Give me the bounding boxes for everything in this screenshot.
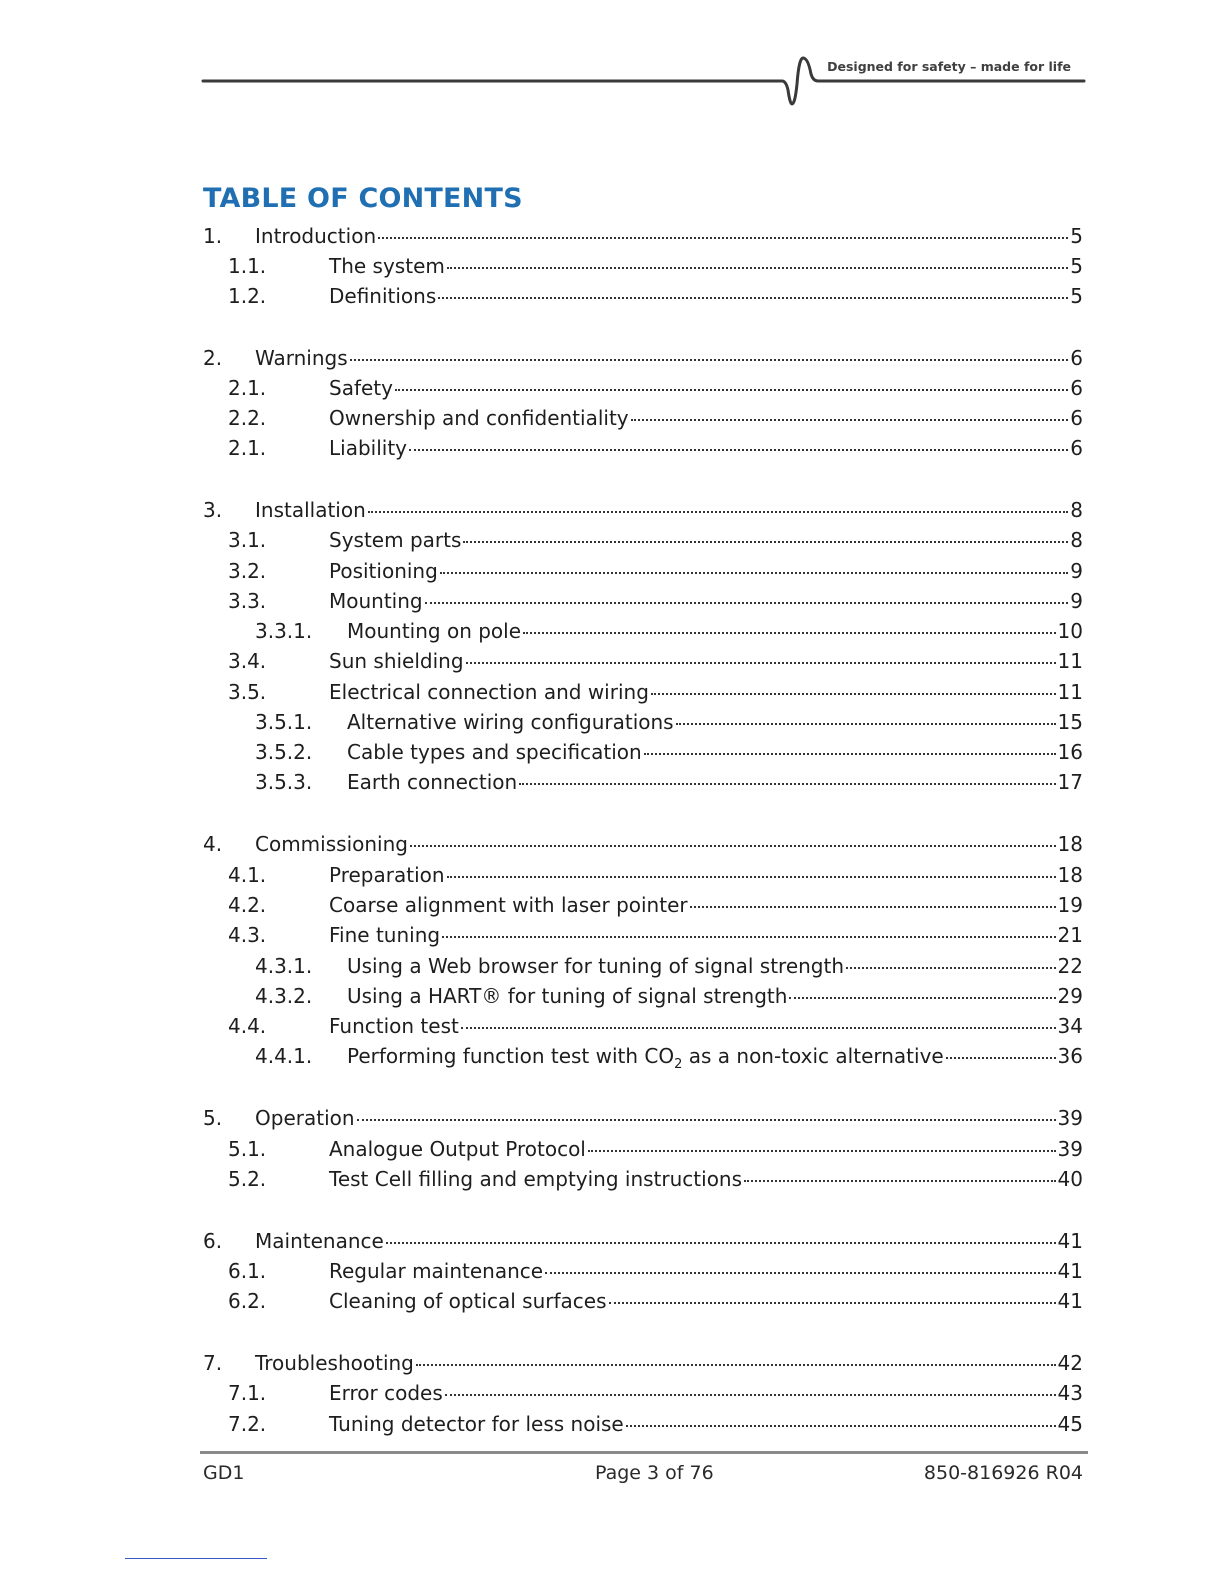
header-pulse-line (0, 0, 1224, 120)
toc-entry-cable-types[interactable] (255, 737, 1083, 767)
dot-leader (846, 967, 1056, 969)
toc-entry-troubleshooting[interactable] (203, 1348, 1083, 1378)
toc-entry-page: 5 (1070, 284, 1083, 308)
toc-entry-label: Cleaning of optical surfaces (329, 1289, 607, 1313)
footer-divider (200, 1451, 1088, 1454)
toc-entry-page: 8 (1070, 528, 1083, 552)
toc-entry-number: 1.2. (228, 284, 267, 308)
dot-leader (676, 723, 1056, 725)
toc-entry-label: Using a HART® for tuning of signal strength (347, 984, 788, 1008)
toc-entry-label (347, 1041, 944, 1080)
dot-leader (357, 1119, 1056, 1121)
toc-entry-fine-tuning[interactable] (228, 920, 1083, 950)
toc-entry-cleaning-optical[interactable] (228, 1286, 1083, 1316)
toc-entry-label: Definitions (329, 284, 437, 308)
toc-entry-page: 9 (1070, 589, 1083, 613)
toc-entry-page: 39 (1057, 1137, 1083, 1161)
toc-entry-liability[interactable] (228, 433, 1083, 463)
toc-entry-error-codes[interactable] (228, 1378, 1083, 1408)
toc-entry-ownership[interactable] (228, 403, 1083, 433)
toc-entry-number: 7.1. (228, 1381, 267, 1405)
dot-leader (651, 693, 1056, 695)
toc-entry-label: Mounting (329, 589, 423, 613)
footer-page-number: Page 3 of 76 (595, 1462, 714, 1484)
toc-entry-page: 15 (1057, 710, 1083, 734)
footer-document-name: GD1 (203, 1462, 245, 1484)
toc-entry-sun-shielding[interactable] (228, 646, 1083, 676)
toc-entry-electrical-connection[interactable] (228, 677, 1083, 707)
toc-entry-number: 4. (203, 832, 223, 856)
toc-entry-label: Test Cell filling and emptying instructions (329, 1167, 743, 1191)
toc-entry-coarse-alignment[interactable] (228, 890, 1083, 920)
toc-entry-page: 34 (1057, 1014, 1083, 1038)
toc-entry-introduction[interactable] (203, 221, 1083, 251)
toc-entry-number: 1.1. (228, 254, 267, 278)
toc-entry-label: Using a Web browser for tuning of signal strength (347, 954, 845, 978)
toc-entry-number: 5.2. (228, 1167, 267, 1191)
toc-entry-number: 5.1. (228, 1137, 267, 1161)
toc-entry-label: Preparation (329, 863, 445, 887)
toc-entry-label: Function test (329, 1014, 459, 1038)
toc-entry-page: 10 (1057, 619, 1083, 643)
footnote-rule (125, 1558, 267, 1559)
dot-leader (626, 1425, 1056, 1427)
toc-entry-label: Analogue Output Protocol (329, 1137, 586, 1161)
toc-entry-number: 7. (203, 1351, 223, 1375)
toc-entry-label: Regular maintenance (329, 1259, 544, 1283)
toc-entry-label: Cable types and specification (347, 740, 642, 764)
toc-entry-page: 11 (1057, 649, 1083, 673)
toc-entry-page: 16 (1057, 740, 1083, 764)
toc-entry-label: Electrical connection and wiring (329, 680, 649, 704)
toc-entry-label: System parts (329, 528, 462, 552)
dot-leader (545, 1272, 1055, 1274)
toc-entry-number: 2.2. (228, 406, 267, 430)
toc-entry-page: 19 (1057, 893, 1083, 917)
toc-entry-page: 22 (1057, 954, 1083, 978)
toc-entry-number: 7.2. (228, 1412, 267, 1436)
toc-entry-number: 3.1. (228, 528, 267, 552)
toc-entry-earth-connection[interactable] (255, 767, 1083, 797)
toc-entry-function-test[interactable] (228, 1011, 1083, 1041)
page-title: TABLE OF CONTENTS (203, 183, 523, 214)
dot-leader (466, 662, 1056, 664)
toc-entry-page: 8 (1070, 498, 1083, 522)
toc-entry-analogue-output[interactable] (228, 1134, 1083, 1164)
toc-entry-installation[interactable] (203, 495, 1083, 525)
dot-leader (442, 936, 1055, 938)
toc-entry-page: 39 (1057, 1106, 1083, 1130)
toc-entry-number: 3.3.1. (255, 619, 313, 643)
dot-leader (425, 602, 1069, 604)
toc-entry-number: 3. (203, 498, 223, 522)
label-part: as a non-toxic alternative (682, 1044, 944, 1068)
toc-entry-label: Maintenance (255, 1229, 384, 1253)
toc-entry-number: 2. (203, 346, 223, 370)
toc-entry-label: Tuning detector for less noise (329, 1412, 624, 1436)
toc-entry-commissioning[interactable] (203, 829, 1083, 859)
dot-leader (447, 267, 1068, 269)
toc-entry-label: Installation (255, 498, 366, 522)
subscript: 2 (674, 1057, 683, 1072)
toc-entry-label: Liability (329, 436, 407, 460)
toc-entry-number: 4.4. (228, 1014, 267, 1038)
toc-entry-number: 4.3.2. (255, 984, 313, 1008)
toc-entry-label: Positioning (329, 559, 438, 583)
toc-entry-label: The system (329, 254, 445, 278)
toc-entry-number: 4.3. (228, 923, 267, 947)
toc-entry-mounting[interactable] (228, 586, 1083, 616)
toc-entry-system-parts[interactable] (228, 525, 1083, 555)
toc-entry-number: 3.2. (228, 559, 267, 583)
toc-entry-label: Ownership and confidentiality (329, 406, 629, 430)
toc-entry-number: 2.1. (228, 436, 267, 460)
toc-entry-page: 11 (1057, 680, 1083, 704)
dot-leader (789, 997, 1055, 999)
toc-entry-mounting-on-pole[interactable] (255, 616, 1083, 646)
toc-entry-regular-maintenance[interactable] (228, 1256, 1083, 1286)
toc-entry-page: 45 (1057, 1412, 1083, 1436)
toc-entry-page: 29 (1057, 984, 1083, 1008)
toc-entry-page: 6 (1070, 436, 1083, 460)
toc-entry-label: Fine tuning (329, 923, 441, 947)
toc-entry-page: 9 (1070, 559, 1083, 583)
toc-entry-page: 40 (1057, 1167, 1083, 1191)
toc-entry-number: 4.1. (228, 863, 267, 887)
toc-entry-function-test-co2[interactable] (255, 1041, 1083, 1071)
toc-entry-label: Coarse alignment with laser pointer (329, 893, 688, 917)
dot-leader (644, 753, 1056, 755)
toc-entry-page: 5 (1070, 224, 1083, 248)
toc-entry-number: 5. (203, 1106, 223, 1130)
toc-entry-number: 2.1. (228, 376, 267, 400)
dot-leader (445, 1394, 1056, 1396)
dot-leader (386, 1242, 1056, 1244)
toc-entry-maintenance[interactable] (203, 1226, 1083, 1256)
toc-entry-page: 5 (1070, 254, 1083, 278)
dot-leader (409, 449, 1068, 451)
dot-leader (447, 876, 1056, 878)
toc-entry-warnings[interactable] (203, 343, 1083, 373)
dot-leader (461, 1027, 1056, 1029)
toc-entry-page: 18 (1057, 863, 1083, 887)
toc-entry-positioning[interactable] (228, 556, 1083, 586)
toc-entry-page: 41 (1057, 1259, 1083, 1283)
toc-entry-number: 3.5.3. (255, 770, 313, 794)
toc-entry-page: 41 (1057, 1229, 1083, 1253)
toc-entry-preparation[interactable] (228, 860, 1083, 890)
dot-leader (368, 511, 1068, 513)
toc-entry-label: Alternative wiring configurations (347, 710, 674, 734)
dot-leader (609, 1302, 1056, 1304)
label-part: Performing function test with CO (347, 1044, 675, 1068)
footer-document-code: 850-816926 R04 (923, 1462, 1083, 1484)
toc-entry-page: 18 (1057, 832, 1083, 856)
dot-leader (410, 845, 1056, 847)
toc-entry-number: 3.5.1. (255, 710, 313, 734)
toc-entry-label: Operation (255, 1106, 355, 1130)
toc-entry-page: 6 (1070, 406, 1083, 430)
toc-entry-operation[interactable] (203, 1103, 1083, 1133)
toc-entry-label: Commissioning (255, 832, 408, 856)
dot-leader (463, 541, 1068, 543)
toc-entry-label: Troubleshooting (255, 1351, 414, 1375)
toc-entry-alternative-wiring[interactable] (255, 707, 1083, 737)
toc-entry-number: 6.1. (228, 1259, 267, 1283)
toc-entry-page: 17 (1057, 770, 1083, 794)
dot-leader (440, 572, 1068, 574)
dot-leader (631, 419, 1069, 421)
toc-entry-label: Introduction (255, 224, 377, 248)
dot-leader (690, 906, 1056, 908)
header-tagline: Designed for safety – made for life (827, 59, 1071, 74)
toc-entry-hart-tuning[interactable] (255, 981, 1083, 1011)
toc-entry-number: 4.3.1. (255, 954, 313, 978)
toc-entry-number: 6. (203, 1229, 223, 1253)
toc-entry-number: 4.4.1. (255, 1044, 313, 1068)
toc-entry-page: 36 (1057, 1044, 1083, 1068)
toc-entry-label: Earth connection (347, 770, 518, 794)
toc-entry-number: 4.2. (228, 893, 267, 917)
toc-entry-web-browser-tuning[interactable] (255, 951, 1083, 981)
toc-entry-page: 43 (1057, 1381, 1083, 1405)
toc-entry-the-system[interactable] (228, 251, 1083, 281)
toc-entry-number: 3.5.2. (255, 740, 313, 764)
toc-entry-safety[interactable] (228, 373, 1083, 403)
dot-leader (523, 632, 1056, 634)
toc-entry-definitions[interactable] (228, 281, 1083, 311)
toc-entry-page: 42 (1057, 1351, 1083, 1375)
toc-entry-number: 1. (203, 224, 223, 248)
toc-entry-test-cell[interactable] (228, 1164, 1083, 1194)
dot-leader (519, 783, 1055, 785)
dot-leader (378, 237, 1068, 239)
dot-leader (395, 389, 1068, 391)
toc-entry-page: 21 (1057, 923, 1083, 947)
toc-entry-tuning-detector[interactable] (228, 1409, 1083, 1439)
toc-entry-label: Safety (329, 376, 393, 400)
toc-entry-number: 3.5. (228, 680, 267, 704)
toc-entry-number: 6.2. (228, 1289, 267, 1313)
toc-entry-number: 3.3. (228, 589, 267, 613)
dot-leader (946, 1057, 1056, 1059)
toc-entry-page: 6 (1070, 346, 1083, 370)
dot-leader (416, 1364, 1056, 1366)
toc-entry-page: 41 (1057, 1289, 1083, 1313)
toc-entry-label: Sun shielding (329, 649, 464, 673)
dot-leader (588, 1150, 1056, 1152)
dot-leader (744, 1180, 1056, 1182)
toc-entry-label: Mounting on pole (347, 619, 522, 643)
dot-leader (350, 359, 1069, 361)
toc-entry-page: 6 (1070, 376, 1083, 400)
toc-entry-label: Error codes (329, 1381, 443, 1405)
toc-entry-label: Warnings (255, 346, 348, 370)
toc-entry-number: 3.4. (228, 649, 267, 673)
dot-leader (438, 297, 1068, 299)
